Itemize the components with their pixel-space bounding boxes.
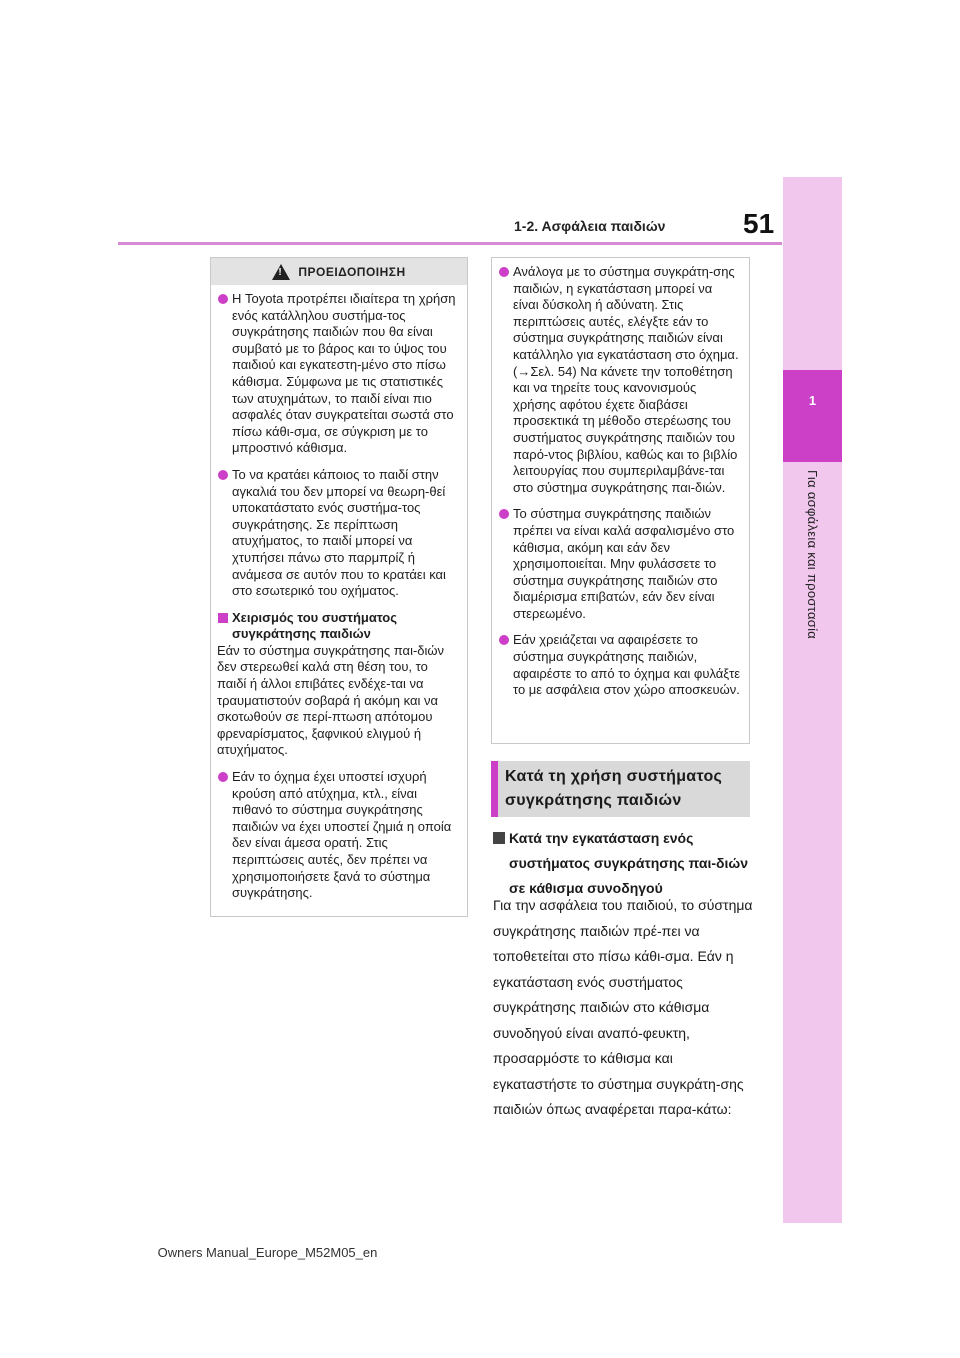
bullet-dot-icon (499, 267, 509, 277)
footer-text: Owners Manual_Europe_M52M05_en (157, 1245, 378, 1260)
warning-body (211, 285, 467, 902)
square-bullet-icon (493, 832, 505, 844)
continuation-bullet-text: Το σύστημα συγκράτησης παιδιών πρέπει να είναι καλά ασφαλισμένο στο κάθισμα, ακόμη και εάν δεν χρησιμοποιείται. Μην φυλάσσετε το σύστημα συγκράτησης παιδιών στο διαμέρισμα επιβατών, εάν δεν είναι στερεωμένο. (513, 506, 735, 621)
square-bullet-icon (218, 613, 228, 623)
topic-heading-bar (491, 761, 750, 817)
warning-title: ΠΡΟΕΙΔΟΠΟΙΗΣΗ (298, 264, 406, 279)
bullet-dot-icon (218, 772, 228, 782)
topic-heading-line-1: Κατά τη χρήση συστήματος (505, 768, 723, 785)
continuation-bullet (498, 506, 741, 622)
warning-paragraph: Εάν το σύστημα συγκράτησης παι-διών δεν στερεωθεί καλά στη θέση του, το παιδί ή άλλοι επιβάτες ενδέχε-ται να τραυματιστούν σοβαρά ή ακόμη και να σκοτωθούν σε περί-πτωση απότομου φρεναρίσματος, ξαφνικού ελιγμού ή ατυχήματος. (217, 642, 445, 758)
continuation-bullet (498, 264, 741, 496)
warning-bullet-text: Εάν το όχημα έχει υποστεί ισχυρή κρούση από ατύχημα, κτλ., είναι πιθανό το σύστημα συγκράτησης παιδιών να έχει υποστεί ζημιά η οποία δεν είναι άμεσα ορατή. Στις περιπτώσεις αυτές, δεν πρέπει να χρησιμοποιήσετε ξανά το σύστημα συγκράτησης. (232, 769, 452, 901)
bullet-dot-icon (499, 509, 509, 519)
chapter-number: 1 (808, 393, 817, 408)
header-rule (118, 242, 782, 245)
topic-heading-line-2: συγκράτησης παιδιών (505, 792, 682, 809)
main-paragraph: Για την ασφάλεια του παιδιού, το σύστημα συγκράτησης παιδιών πρέ-πει να τοποθετείται στο πίσω κάθι-σμα. Εάν η εγκατάσταση ενός συστήματος συγκράτησης παιδιών στο κάθισμα συνοδηγού είναι αναπό-φευκτη, προσαρμόστε το κάθισμα και εγκαταστήστε το σύστημα συγκράτη-σης παιδιών όπως αναφέρεται παρα-κάτω: (493, 897, 753, 1117)
page-number: 51 (743, 208, 775, 239)
bullet-dot-icon (218, 294, 228, 304)
warning-bullet-text: Το να κρατάει κάποιος το παιδί στην αγκαλιά του δεν μπορεί να θεωρη-θεί υποκατάστατο ενός συστήμα-τος συγκράτησης. Σε περίπτωση ατυχήματος, το παιδί μπορεί να χτυπήσει πάνω στο παρμπρίζ ή ανάμεσα σε αυτόν που το κρατάει και στο εσωτερικό του οχήματος. (232, 466, 446, 599)
warning-bullet (217, 769, 459, 902)
chapter-title-container (783, 470, 842, 850)
chapter-title: Για ασφάλεια και προστασία (805, 470, 820, 640)
continuation-bullet-text: Ανάλογα με το σύστημα συγκράτη-σης παιδιών, η εγκατάσταση μπορεί να είναι δύσκολη ή αδύνατη. Στις περιπτώσεις αυτές, ελέγξτε εάν το σύστημα συγκράτησης παιδιών είναι κατάλληλο για εγκατάσταση στο όχημα. (→Σελ. 54) Να κάνετε την τοποθέτηση και να τηρείτε τους κανονισμούς χρήσης αφότου έχετε διαβάσει προσεκτικά τη μέθοδο στερέωσης του συστήματος συγκράτησης παιδιών του παρό-ντος βιβλίου, καθώς και το βιβλίο λειτουργίας που συμπεριλαμβάνε-ται στο σύστημα συγκράτησης παι-διών. (513, 264, 739, 495)
section-title: 1-2. Ασφάλεια παιδιών (514, 218, 666, 234)
main-subheading-text: Κατά την εγκατάσταση ενός συστήματος συγκράτησης παι-διών σε κάθισμα συνοδηγού (509, 830, 749, 896)
warning-bullet (217, 291, 459, 457)
warning-bullet (217, 467, 459, 600)
bullet-dot-icon (499, 635, 509, 645)
warning-triangle-icon (272, 264, 290, 280)
chapter-tab-highlight (783, 370, 842, 462)
warning-subheading (217, 610, 459, 643)
continuation-bullet (498, 632, 741, 698)
warning-continuation-box (491, 257, 750, 744)
warning-header (211, 258, 467, 285)
warning-subheading-text: Χειρισμός του συστήματος συγκράτησης παιδιών (232, 609, 398, 642)
warning-bullet-text: Η Toyota προτρέπει ιδιαίτερα τη χρήση ενός κατάλληλου συστήμα-τος συγκράτησης παιδιών που θα είναι συμβατό με το βάρος και το ύψος του παιδιού και εγκατεστη-μένο στο πίσω κάθισμα. Σύμφωνα με τις στατιστικές των ατυχημάτων, το παιδί είναι πιο ασφαλές όταν συγκρατείται σωστά στο πίσω κάθι-σμα, σε σύγκριση με το μπροστινό κάθισμα. (232, 291, 456, 456)
bullet-dot-icon (218, 470, 228, 480)
main-subheading (493, 826, 755, 901)
continuation-bullet-text: Εάν χρειάζεται να αφαιρέσετε το σύστημα συγκράτησης παιδιών, αφαιρέστε το από το όχημα και φυλάξτε το με ασφάλεια στον χώρο αποσκευών. (513, 632, 741, 698)
warning-box (210, 257, 468, 917)
